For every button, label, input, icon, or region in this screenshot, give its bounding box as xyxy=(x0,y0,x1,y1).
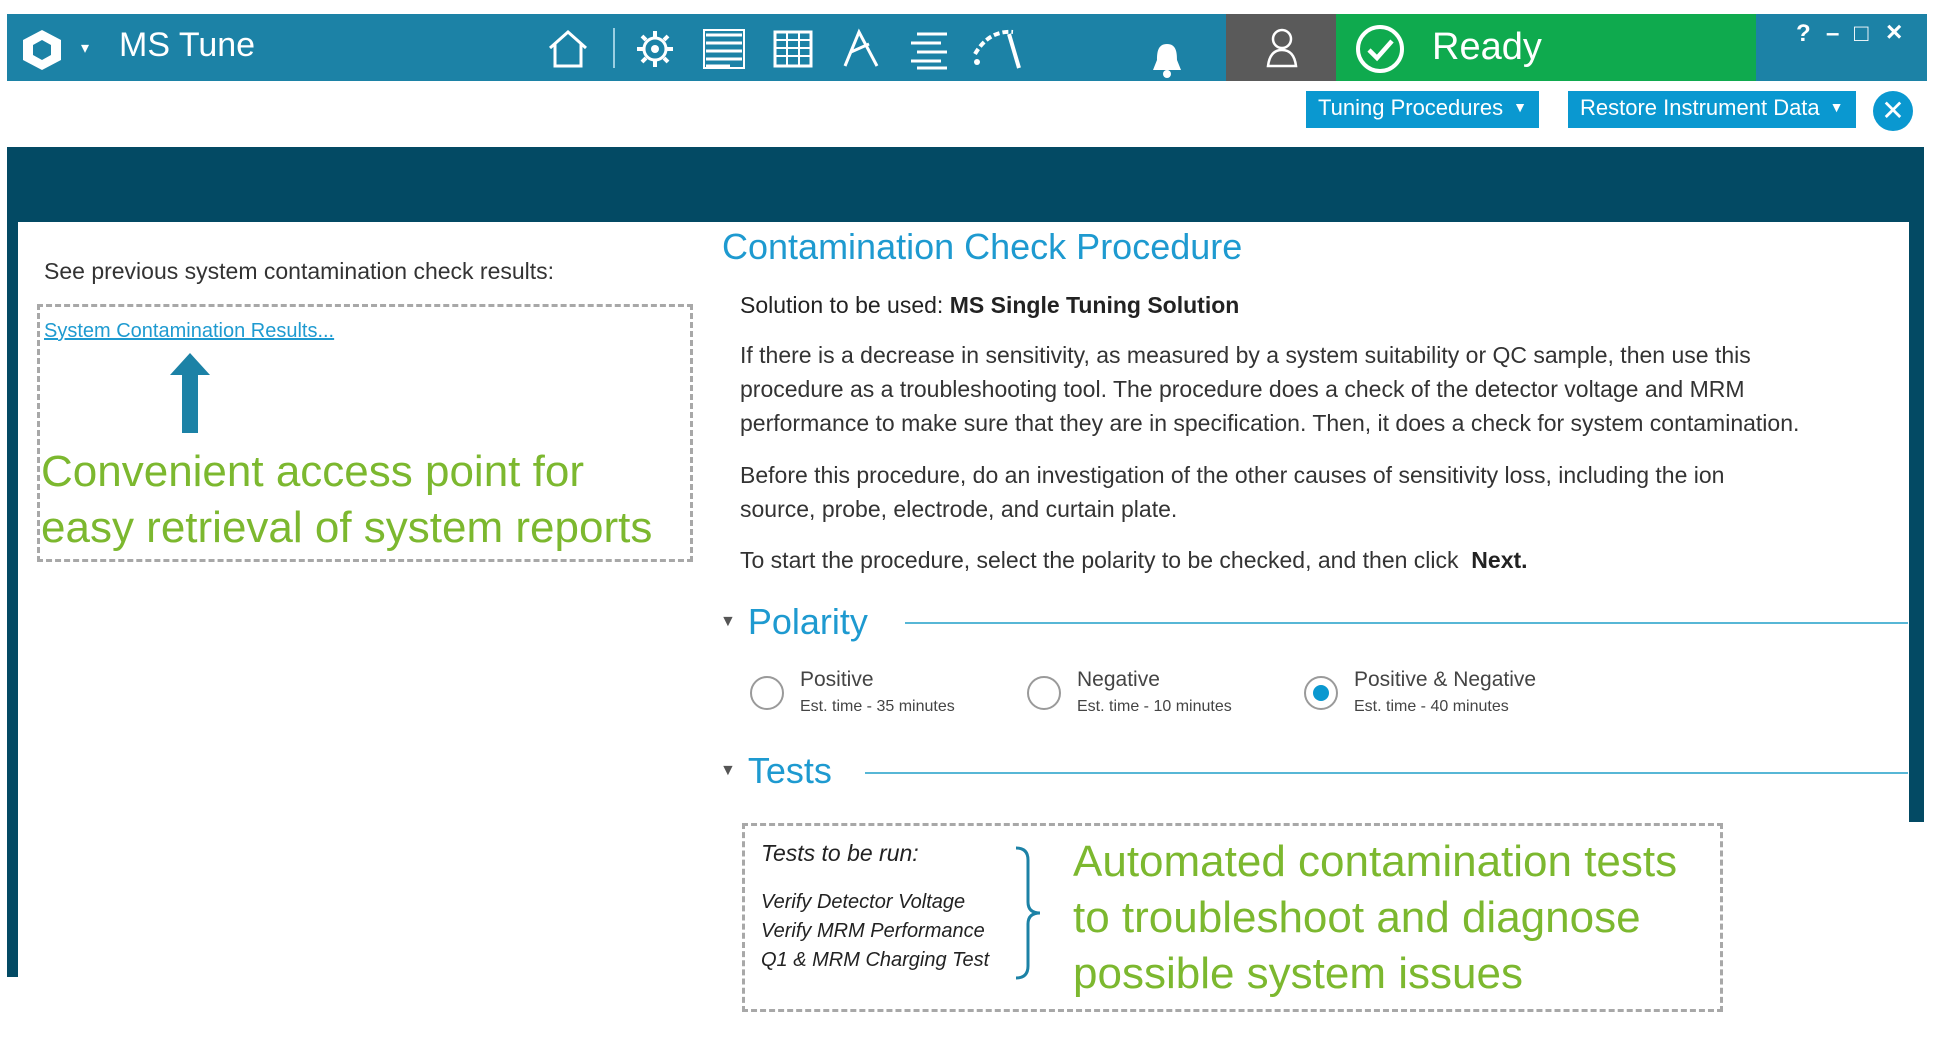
status-label: Ready xyxy=(1432,26,1542,68)
solution-name: MS Single Tuning Solution xyxy=(949,292,1240,318)
instruction-next: Next. xyxy=(1471,547,1528,573)
home-icon[interactable] xyxy=(544,26,592,72)
app-logo-icon[interactable] xyxy=(19,28,65,72)
prerequisite-line: source, probe, electrode, and curtain plate. xyxy=(740,496,1178,522)
polarity-section-header[interactable] xyxy=(720,601,868,643)
header-band xyxy=(7,147,1924,222)
description-line: If there is a decrease in sensitivity, as measured by a system suitability or QC sample, then use this xyxy=(740,342,1751,368)
tests-section-header[interactable] xyxy=(720,750,832,792)
annotation-right-line2: to troubleshoot and diagnose xyxy=(1073,893,1641,942)
radio-positive[interactable] xyxy=(750,676,784,710)
option-positive-negative-label: Positive & Negative xyxy=(1354,668,1537,691)
app-menu-caret[interactable]: ▾ xyxy=(81,38,90,57)
maximize-button[interactable]: □ xyxy=(1854,20,1869,47)
test-item: Verify Detector Voltage xyxy=(761,891,966,913)
previous-results-label: See previous system contamination check results: xyxy=(44,258,555,284)
annotation-right-line3: possible system issues xyxy=(1073,949,1523,998)
description-line: performance to make sure that they are in specification. Then, it does a check for system contamination. xyxy=(740,410,1800,436)
radio-positive-negative[interactable] xyxy=(1304,676,1338,710)
title-bar xyxy=(7,14,1927,81)
polarity-heading: Polarity xyxy=(747,601,868,642)
help-button[interactable]: ? xyxy=(1796,20,1811,47)
option-positive-time: Est. time - 35 minutes xyxy=(800,698,955,715)
instruction-text: To start the procedure, select the polarity to be checked, and then click xyxy=(740,547,1459,573)
list-icon[interactable] xyxy=(700,26,748,72)
toolbar-separator xyxy=(613,28,615,68)
solution-line xyxy=(740,292,1239,319)
close-window-button[interactable]: × xyxy=(1886,16,1903,47)
description-paragraph xyxy=(740,338,1900,440)
user-button[interactable] xyxy=(1226,14,1338,81)
minimize-button[interactable]: – xyxy=(1826,20,1840,47)
check-circle-icon xyxy=(1354,23,1406,75)
description-line: procedure as a troubleshooting tool. The procedure does a check of the detector voltage and MRM xyxy=(740,376,1745,402)
chevron-down-icon: ▼ xyxy=(1513,99,1527,115)
grid-icon[interactable] xyxy=(769,26,817,72)
annotation-right xyxy=(1073,834,1677,1002)
polarity-divider xyxy=(905,622,1908,624)
annotation-right-line1: Automated contamination tests xyxy=(1073,837,1678,886)
chevron-down-icon: ▼ xyxy=(1829,99,1844,115)
restore-instrument-data-label: Restore Instrument Data xyxy=(1580,95,1820,120)
annotation-left-line1: Convenient access point for xyxy=(41,447,584,496)
option-positive-negative-time: Est. time - 40 minutes xyxy=(1354,698,1509,715)
solution-prefix: Solution to be used: xyxy=(740,292,944,318)
tests-divider xyxy=(865,772,1908,774)
gear-icon[interactable] xyxy=(631,26,679,72)
radio-negative[interactable] xyxy=(1027,676,1061,710)
meter-icon[interactable] xyxy=(969,26,1029,72)
system-contamination-results-link[interactable]: System Contamination Results... xyxy=(44,320,335,342)
prerequisite-line: Before this procedure, do an investigation of the other causes of sensitivity loss, including the ion xyxy=(740,462,1725,488)
app-title: MS Tune xyxy=(119,26,256,64)
tuning-procedures-label: Tuning Procedures xyxy=(1318,95,1504,120)
option-positive-label: Positive xyxy=(800,668,874,691)
prerequisite-paragraph xyxy=(740,458,1900,526)
panel-border-left xyxy=(7,222,18,977)
collapse-triangle-icon: ▼ xyxy=(720,762,736,779)
test-item: Verify MRM Performance xyxy=(761,920,985,942)
bell-icon[interactable] xyxy=(1147,40,1187,80)
instruction-paragraph xyxy=(740,543,1900,577)
option-negative-time: Est. time - 10 minutes xyxy=(1077,698,1232,715)
tuning-procedures-button[interactable] xyxy=(1306,91,1539,128)
collapse-triangle-icon: ▼ xyxy=(720,613,736,630)
tests-heading: Tests xyxy=(747,750,832,791)
procedure-title: Contamination Check Procedure xyxy=(722,226,1243,267)
option-negative-label: Negative xyxy=(1077,668,1160,691)
up-arrow-icon xyxy=(170,353,210,433)
status-ready xyxy=(1336,14,1756,81)
close-panel-button[interactable]: ✕ xyxy=(1873,91,1913,131)
annotation-left-line2: easy retrieval of system reports xyxy=(41,503,653,552)
brace-icon xyxy=(1012,846,1052,980)
tests-to-be-run-label: Tests to be run: xyxy=(761,840,919,866)
panel-border-right xyxy=(1909,222,1924,822)
annotation-left xyxy=(41,444,652,556)
checklist-icon[interactable] xyxy=(905,26,953,72)
radio-selected-dot xyxy=(1313,685,1329,701)
restore-instrument-data-button[interactable] xyxy=(1568,91,1856,128)
tune-icon[interactable] xyxy=(837,26,885,72)
user-icon xyxy=(1262,26,1302,70)
test-item: Q1 & MRM Charging Test xyxy=(761,949,990,971)
